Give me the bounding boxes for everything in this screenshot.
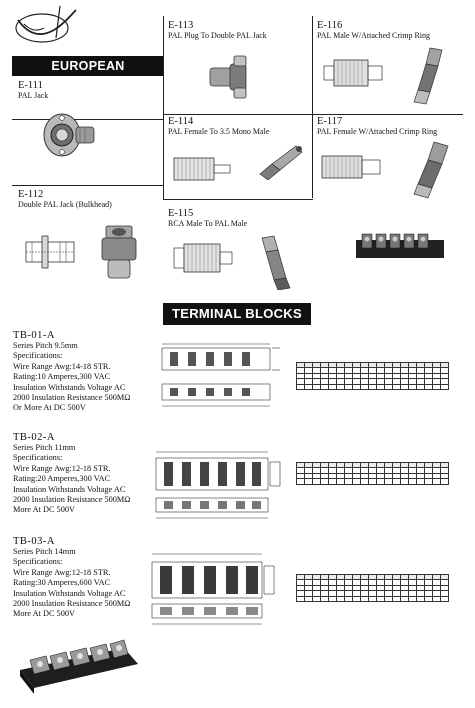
product-e111 [18,80,158,100]
product-desc: PAL Female W/Attached Crimp Ring [317,127,438,136]
spec-line: 2000 Insulation Resistance 500MΩ [13,599,131,609]
tb01a-technical-drawing-icon [156,340,284,416]
spec-line: Specifications: [13,453,63,463]
spec-line: Series Pitch 14mm [13,547,76,556]
product-e117 [317,116,467,136]
spec-line: Series Pitch 11mm [13,443,76,452]
terminal-block-tb02a [13,432,163,516]
spec-line: Rating:30 Amperes,600 VAC [13,578,111,588]
product-desc: PAL Plug To Double PAL Jack [168,31,267,40]
dimension-table-tb03a [296,574,449,602]
product-e112 [18,189,158,209]
spec-line: Rating:20 Amperes,300 VAC [13,474,111,484]
product-code: E-117 [317,116,343,127]
product-desc: PAL Jack [18,91,49,100]
terminal-block-tb01a [13,330,163,414]
product-e114 [168,116,312,136]
product-desc: PAL Female To 3.5 Mono Male [168,127,270,136]
spec-line: More At DC 500V [13,505,75,515]
spec-line: Wire Range Awg:12-18 STR. [13,463,111,473]
divider [163,119,164,199]
dimension-table-tb01a [296,362,449,390]
spec-line: 2000 Insulation Resistance 500MΩ [13,393,131,403]
pal-male-crimp-drawing-icon [322,56,384,90]
product-code: E-113 [168,20,194,31]
spec-line: Insulation Withstands Voltage AC [13,484,126,494]
spec-line: Specifications: [13,557,63,567]
product-desc: RCA Male To PAL Male [168,219,248,228]
spec-line: Wire Range Awg:12-18 STR. [13,567,111,577]
divider [163,199,313,200]
pal-male-crimp-icon [402,46,450,106]
european-connectors-header: EUROPEAN CONNECTORS [12,56,164,76]
spec-line: Rating:10 Amperes,300 VAC [13,372,111,382]
product-e115 [168,208,312,228]
product-code: E-115 [168,208,194,219]
product-desc: Double PAL Jack (Bulkhead) [18,200,112,209]
pal-female-crimp-icon [404,140,454,200]
terminal-block-icon [354,232,446,262]
dimension-table-tb02a [296,462,449,485]
terminal-block-photo-icon [16,630,142,696]
product-code: E-111 [18,80,43,91]
divider [12,185,163,186]
spec-line: Or More At DC 500V [13,403,86,413]
double-pal-jack-icon [96,224,144,282]
spec-line: Specifications: [13,351,63,361]
terminal-block-tb03a [13,536,163,620]
pal-jack-icon [40,108,100,162]
spec-line: Wire Range Awg:14-18 STR. [13,361,111,371]
tb02a-technical-drawing-icon [152,448,284,522]
pal-female-crimp-drawing-icon [320,150,382,184]
product-desc: PAL Male W/Attached Crimp Ring [317,31,431,40]
product-code: E-114 [168,116,194,127]
product-e113 [168,20,308,40]
tb-code: TB-02-A [13,432,55,443]
rca-to-pal-drawing-icon [172,240,234,276]
product-code: E-112 [18,189,44,200]
divider [312,114,313,198]
terminal-blocks-header: TERMINAL BLOCKS [163,303,311,325]
product-e116 [317,20,467,40]
divider [163,16,164,119]
spec-line: Insulation Withstands Voltage AC [13,382,126,392]
tb-code: TB-03-A [13,536,55,547]
pal-adapter-icon [208,54,254,100]
tb-code: TB-01-A [13,330,55,341]
double-pal-jack-drawing-icon [22,232,78,272]
spec-line: 2000 Insulation Resistance 500MΩ [13,495,131,505]
brand-logo-icon [10,4,82,48]
mono-plug-icon [256,140,306,180]
tb03a-technical-drawing-icon [146,548,276,628]
product-code: E-116 [317,20,343,31]
divider [163,114,463,115]
rca-to-pal-icon [256,234,302,290]
spec-line: Insulation Withstands Voltage AC [13,588,126,598]
divider [312,16,313,114]
spec-line: Series Pitch 9.5mm [13,341,78,350]
spec-line: More At DC 500V [13,609,75,619]
pal-to-mono-drawing-icon [172,152,232,186]
